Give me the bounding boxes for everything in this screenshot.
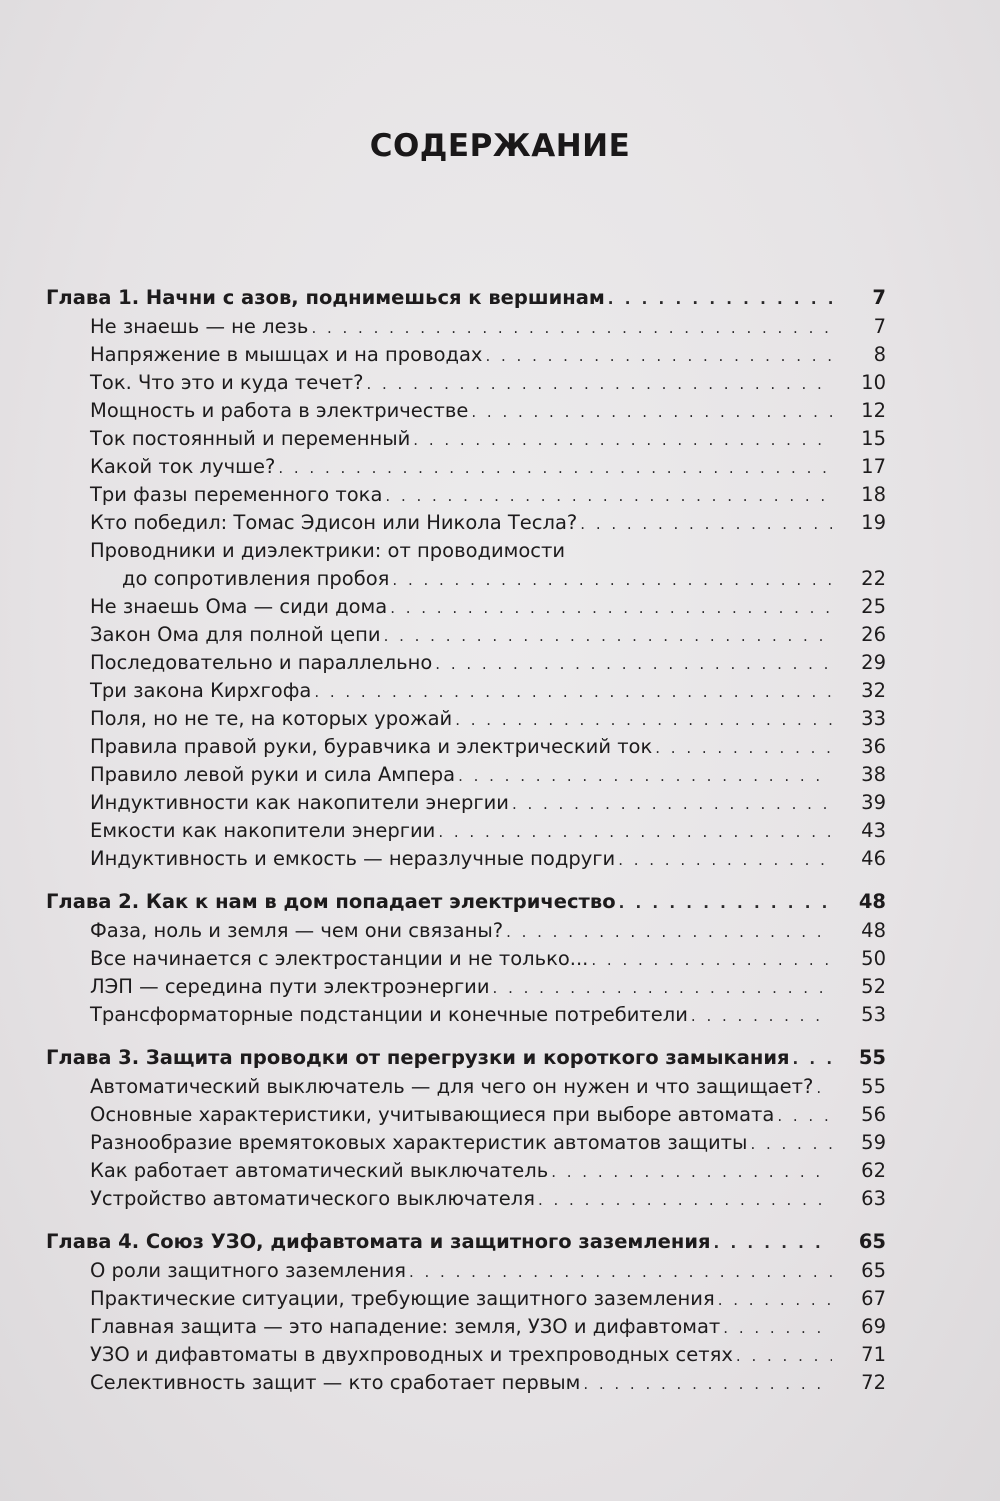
- dot-leader: [718, 1286, 832, 1314]
- toc-section-entry[interactable]: [46, 677, 886, 705]
- toc-entry-title: Фаза, ноль и земля — чем они связаны?: [90, 919, 504, 942]
- toc-entry-title: Напряжение в мышцах и на проводах: [90, 343, 483, 366]
- toc-entry-page-number: 63: [861, 1187, 886, 1210]
- toc-entry-title: Глава 4. Союз УЗО, дифавтомата и защитного заземления: [46, 1230, 711, 1253]
- toc-chapter-entry[interactable]: [46, 1043, 886, 1073]
- toc-entry-title: Разнообразие времятоковых характеристик автоматов защиты: [90, 1131, 748, 1154]
- toc-entry-title: до сопротивления пробоя: [122, 567, 390, 590]
- toc-entry-title: Основные характеристики, учитывающиеся при выборе автомата: [90, 1103, 775, 1126]
- toc-entry-title: Глава 1. Начни с азов, поднимешься к вершинам: [46, 286, 605, 309]
- toc-entry-page-number: 26: [861, 623, 886, 646]
- dot-leader: [580, 510, 832, 538]
- toc-section-entry[interactable]: [46, 481, 886, 509]
- toc-entry-title: Индуктивность и емкость — неразлучные подруги: [90, 847, 616, 870]
- toc-entry-title: Поля, но не те, на которых урожай: [90, 707, 453, 730]
- toc-entry-page-number: 36: [861, 735, 886, 758]
- toc-entry-page-number: 7: [872, 286, 886, 309]
- toc-entry-page-number: 17: [861, 455, 886, 478]
- dot-leader: [435, 650, 832, 678]
- toc-entry-title: Последовательно и параллельно: [90, 651, 433, 674]
- toc-section-entry[interactable]: [46, 1001, 886, 1029]
- toc-section-entry[interactable]: [46, 1341, 886, 1369]
- dot-leader: [608, 284, 832, 314]
- toc-entry-page-number: 52: [861, 975, 886, 998]
- dot-leader: [777, 1102, 832, 1130]
- toc-entry-title: Глава 2. Как к нам в дом попадает электричество: [46, 890, 616, 913]
- toc-entry-title: Ток постоянный и переменный: [90, 427, 411, 450]
- toc-section-entry[interactable]: [46, 397, 886, 425]
- chapter-gap: [46, 1029, 886, 1043]
- chapter-gap: [46, 1213, 886, 1227]
- toc-entry-page-number: 71: [861, 1343, 886, 1366]
- dot-leader: [409, 1258, 832, 1286]
- dot-leader: [583, 1370, 832, 1398]
- toc-entry-page-number: 12: [861, 399, 886, 422]
- toc-section-entry[interactable]: [46, 789, 886, 817]
- dot-leader: [278, 454, 832, 482]
- toc-entry-page-number: 29: [861, 651, 886, 674]
- toc-section-entry[interactable]: [46, 537, 886, 565]
- toc-section-entry[interactable]: [46, 917, 886, 945]
- toc-entry-page-number: 72: [861, 1371, 886, 1394]
- toc-entry-title: Какой ток лучше?: [90, 455, 276, 478]
- toc-entry-title: Ток. Что это и куда течет?: [90, 371, 364, 394]
- toc-entry-title: Трансформаторные подстанции и конечные потребители: [90, 1003, 688, 1026]
- dot-leader: [506, 918, 832, 946]
- toc-entry-page-number: 59: [861, 1131, 886, 1154]
- toc-chapter-entry[interactable]: [46, 1227, 886, 1257]
- dot-leader: [311, 314, 832, 342]
- toc-entry-page-number: 19: [861, 511, 886, 534]
- toc-entry-title: Селективность защит — кто сработает первым: [90, 1371, 581, 1394]
- toc-entry-page-number: 55: [858, 1046, 886, 1069]
- toc-entry-title: Емкости как накопители энергии: [90, 819, 436, 842]
- toc-entry-page-number: 8: [873, 343, 886, 366]
- toc-section-entry[interactable]: [46, 817, 886, 845]
- dot-leader: [736, 1342, 832, 1370]
- toc-entry-page-number: 48: [861, 919, 886, 942]
- toc-entry-page-number: 67: [861, 1287, 886, 1310]
- toc-entry-title: Три фазы переменного тока: [90, 483, 383, 506]
- toc-entry-title: Мощность и работа в электричестве: [90, 399, 469, 422]
- toc-section-entry[interactable]: [46, 1101, 886, 1129]
- toc-entry-title: Глава 3. Защита проводки от перегрузки и короткого замыкания: [46, 1046, 790, 1069]
- toc-entry-title: УЗО и дифавтоматы в двухпроводных и трехпроводных сетях: [90, 1343, 733, 1366]
- toc-chapter-entry[interactable]: [46, 283, 886, 313]
- toc-entry-page-number: 32: [861, 679, 886, 702]
- dot-leader: [493, 974, 832, 1002]
- toc-entry-page-number: 53: [861, 1003, 886, 1026]
- dot-leader: [691, 1002, 832, 1030]
- page-title: СОДЕРЖАНИЕ: [369, 128, 631, 164]
- toc-section-entry[interactable]: [46, 1257, 886, 1285]
- table-of-contents: [46, 283, 886, 1397]
- toc-entry-title: Правило левой руки и сила Ампера: [90, 763, 456, 786]
- dot-leader: [384, 622, 832, 650]
- toc-entry-page-number: 15: [861, 427, 886, 450]
- toc-entry-page-number: 56: [861, 1103, 886, 1126]
- dot-leader: [485, 342, 832, 370]
- toc-section-entry[interactable]: [46, 509, 886, 537]
- dot-leader: [591, 946, 832, 974]
- dot-leader: [714, 1228, 832, 1258]
- dot-leader: [392, 566, 832, 594]
- toc-entry-title: Проводники и диэлектрики: от проводимости: [90, 539, 566, 562]
- toc-entry-title: Индуктивности как накопители энергии: [90, 791, 509, 814]
- toc-section-entry[interactable]: [46, 1313, 886, 1341]
- toc-section-entry[interactable]: [46, 705, 886, 733]
- dot-leader: [413, 426, 832, 454]
- toc-entry-title: Три закона Кирхгофа: [90, 679, 312, 702]
- toc-section-entry[interactable]: [46, 593, 886, 621]
- dot-leader: [314, 678, 832, 706]
- toc-entry-page-number: 50: [861, 947, 886, 970]
- toc-entry-page-number: 33: [861, 707, 886, 730]
- dot-leader: [619, 888, 832, 918]
- dot-leader: [438, 818, 832, 846]
- dot-leader: [793, 1044, 832, 1074]
- toc-entry-title: Практические ситуации, требующие защитного заземления: [90, 1287, 715, 1310]
- toc-section-entry[interactable]: [46, 313, 886, 341]
- toc-entry-page-number: 22: [861, 567, 886, 590]
- toc-entry-title: Как работает автоматический выключатель: [90, 1159, 549, 1182]
- dot-leader: [512, 790, 832, 818]
- toc-entry-title: Закон Ома для полной цепи: [90, 623, 381, 646]
- toc-section-entry[interactable]: [46, 761, 886, 789]
- toc-entry-page-number: 48: [858, 890, 886, 913]
- toc-entry-title: Устройство автоматического выключателя: [90, 1187, 535, 1210]
- toc-entry-title: Все начинается с электростанции и не только...: [90, 947, 589, 970]
- toc-section-entry[interactable]: [46, 649, 886, 677]
- dot-leader: [816, 1074, 832, 1102]
- toc-entry-title: Автоматический выключатель — для чего он нужен и что защищает?: [90, 1075, 814, 1098]
- toc-section-entry[interactable]: [46, 845, 886, 873]
- dot-leader: [471, 398, 832, 426]
- toc-entry-title: Главная защита — это нападение: земля, УЗО и дифавтомат: [90, 1315, 721, 1338]
- toc-entry-title: Кто победил: Томас Эдисон или Никола Тесла?: [90, 511, 578, 534]
- toc-section-entry[interactable]: [46, 369, 886, 397]
- dot-leader: [538, 1186, 832, 1214]
- toc-section-entry[interactable]: [46, 621, 886, 649]
- toc-entry-page-number: 46: [861, 847, 886, 870]
- toc-entry-page-number: 62: [861, 1159, 886, 1182]
- toc-section-entry[interactable]: [46, 1185, 886, 1213]
- toc-section-entry[interactable]: [46, 1285, 886, 1313]
- dot-leader: [385, 482, 832, 510]
- toc-chapter-entry[interactable]: [46, 887, 886, 917]
- toc-section-entry[interactable]: [46, 341, 886, 369]
- dot-leader: [390, 594, 832, 622]
- toc-entry-title: ЛЭП — середина пути электроэнергии: [90, 975, 490, 998]
- toc-section-entry[interactable]: [46, 1129, 886, 1157]
- dot-leader: [458, 762, 832, 790]
- toc-section-entry[interactable]: [46, 1369, 886, 1397]
- toc-entry-page-number: 18: [861, 483, 886, 506]
- toc-entry-page-number: 10: [861, 371, 886, 394]
- dot-leader: [455, 706, 832, 734]
- toc-entry-page-number: 25: [861, 595, 886, 618]
- toc-entry-title: Правила правой руки, буравчика и электрический ток: [90, 735, 653, 758]
- toc-entry-title: Не знаешь Ома — сиди дома: [90, 595, 388, 618]
- toc-entry-title: О роли защитного заземления: [90, 1259, 406, 1282]
- toc-section-entry[interactable]: [46, 453, 886, 481]
- toc-entry-title: Не знаешь — не лезь: [90, 315, 309, 338]
- toc-entry-page-number: 55: [861, 1075, 886, 1098]
- chapter-gap: [46, 873, 886, 887]
- toc-entry-page-number: 43: [861, 819, 886, 842]
- dot-leader: [366, 370, 832, 398]
- toc-section-entry[interactable]: [46, 733, 886, 761]
- toc-section-entry[interactable]: [46, 973, 886, 1001]
- toc-section-entry[interactable]: [46, 565, 886, 593]
- toc-entry-page-number: 7: [873, 315, 886, 338]
- toc-section-entry[interactable]: [46, 1157, 886, 1185]
- toc-section-entry[interactable]: [46, 425, 886, 453]
- dot-leader: [723, 1314, 832, 1342]
- toc-entry-page-number: 69: [861, 1315, 886, 1338]
- toc-entry-page-number: 65: [861, 1259, 886, 1282]
- dot-leader: [618, 846, 832, 874]
- toc-section-entry[interactable]: [46, 945, 886, 973]
- dot-leader: [750, 1130, 832, 1158]
- toc-entry-page-number: 39: [861, 791, 886, 814]
- toc-entry-page-number: 65: [858, 1230, 886, 1253]
- toc-entry-page-number: 38: [861, 763, 886, 786]
- toc-section-entry[interactable]: [46, 1073, 886, 1101]
- dot-leader: [655, 734, 832, 762]
- dot-leader: [551, 1158, 832, 1186]
